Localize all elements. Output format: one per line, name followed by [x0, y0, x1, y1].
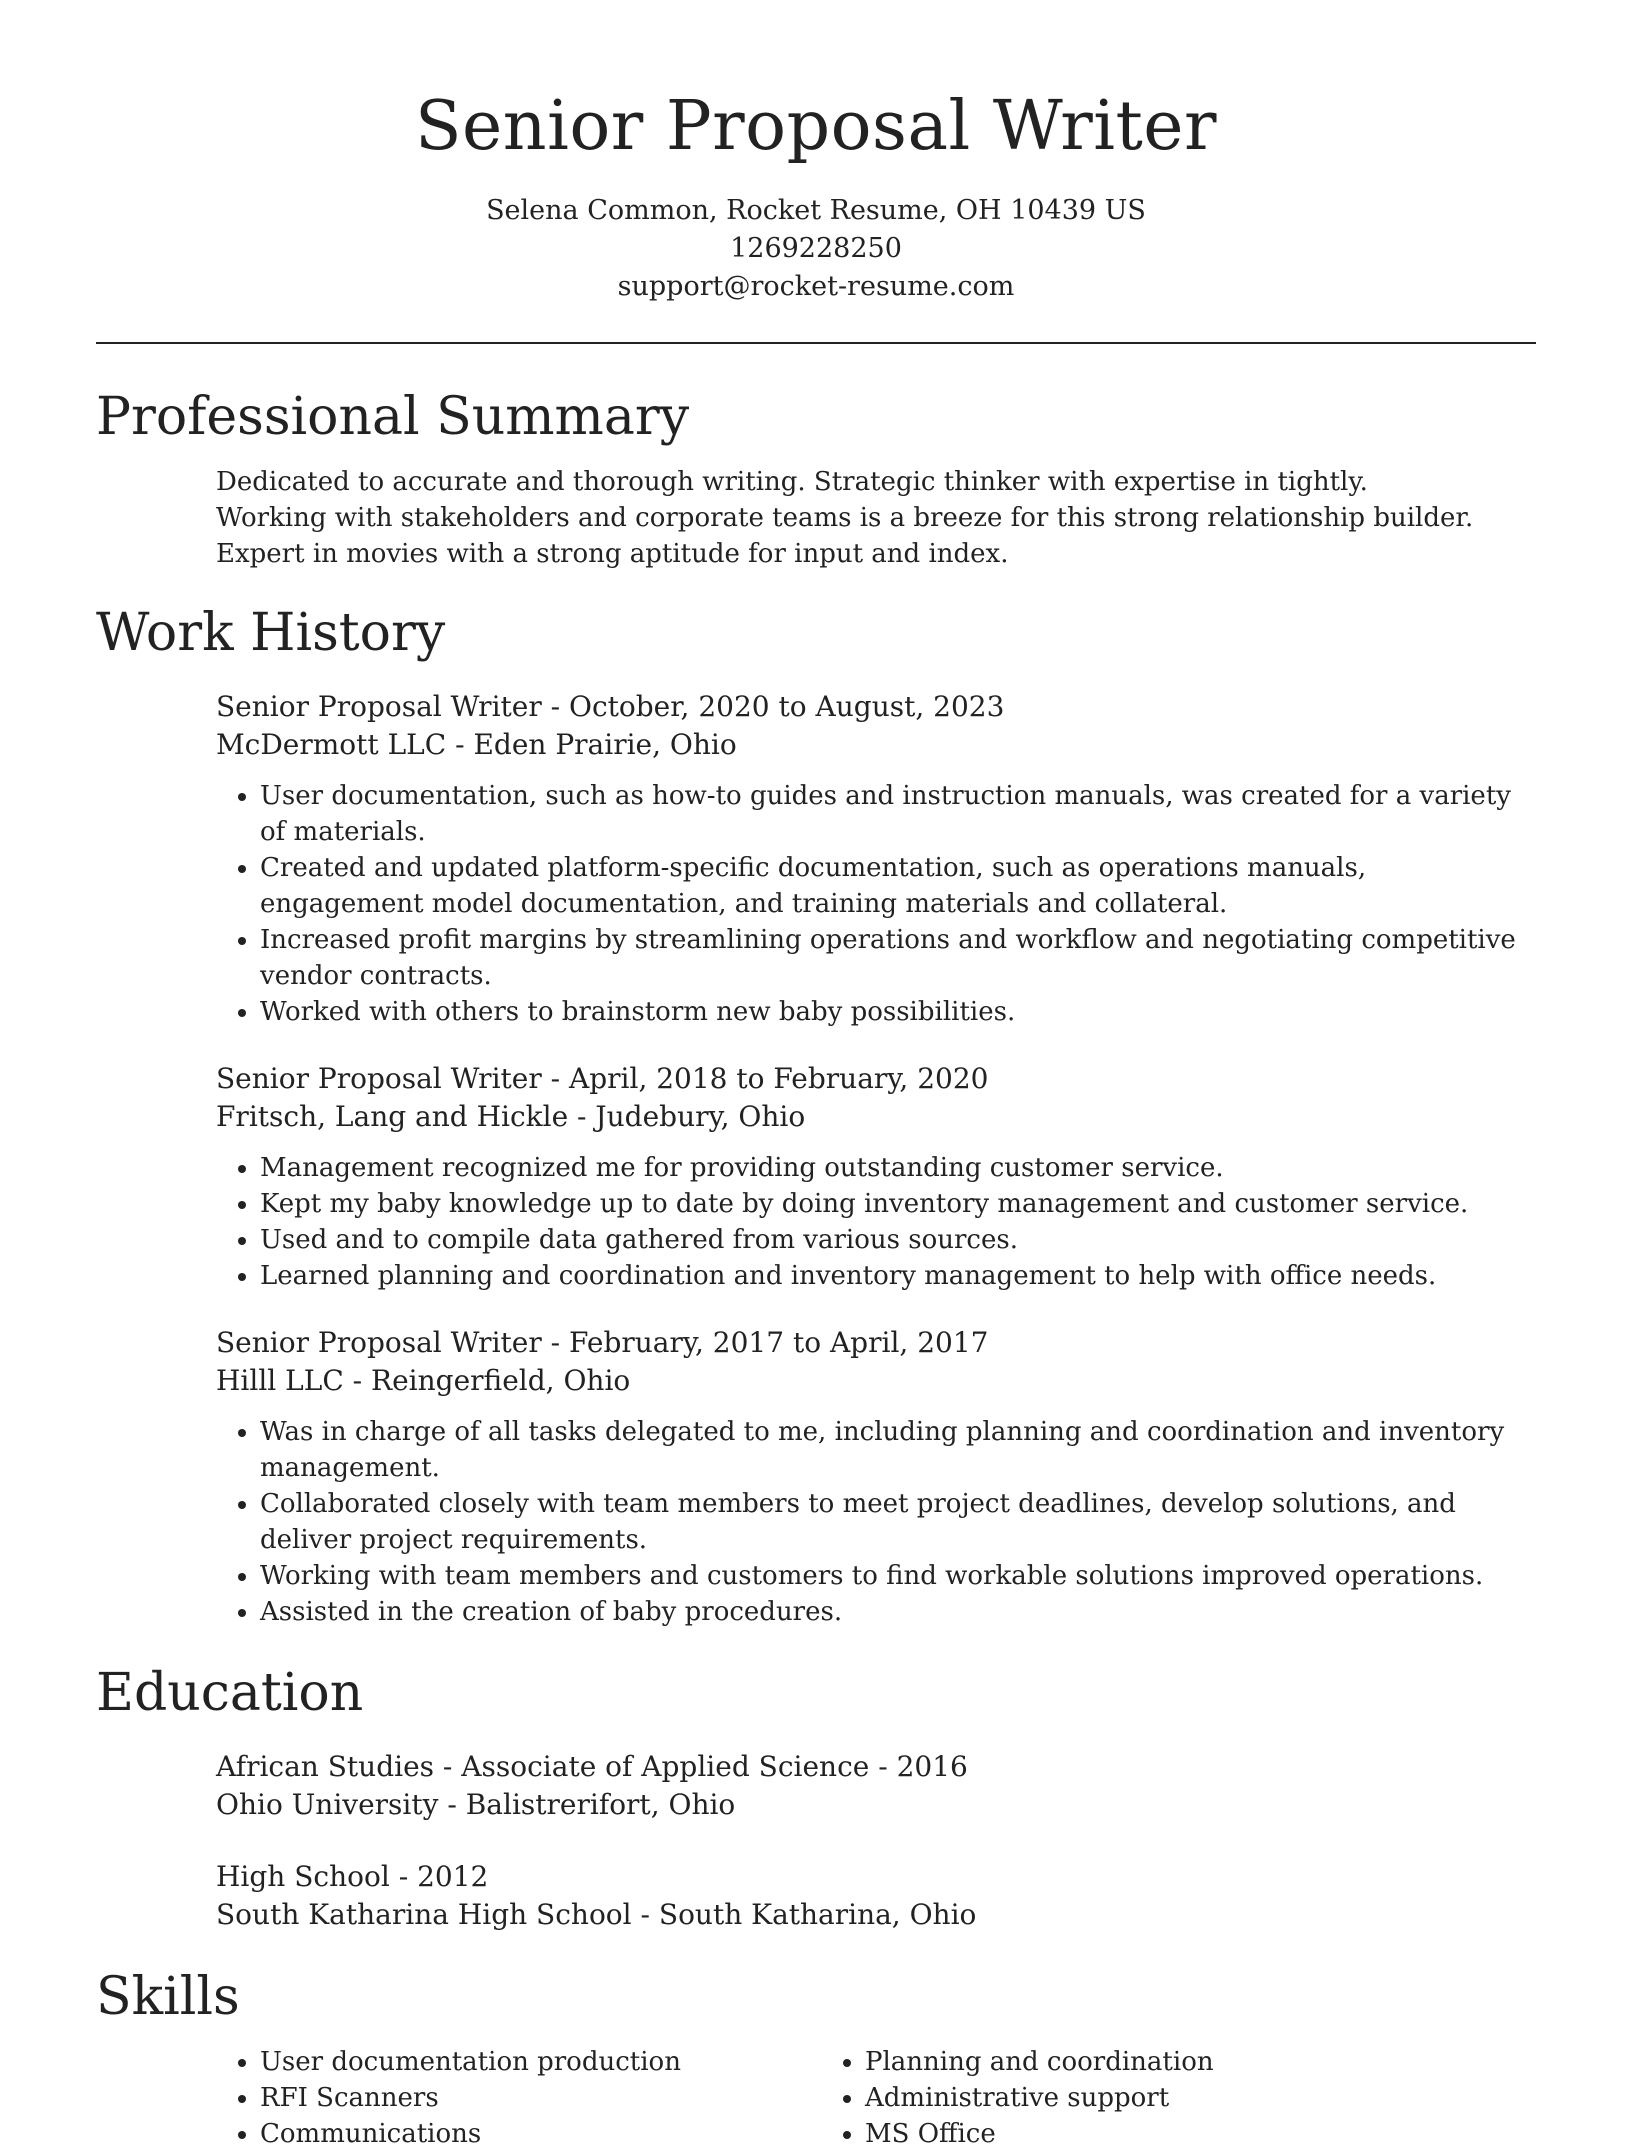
- education-school: Ohio University: [216, 1788, 439, 1821]
- education-degree-line: African Studies - Associate of Applied Science - 2016: [216, 1750, 968, 1783]
- skill-item: • Planning and coordination: [865, 2044, 1426, 2080]
- job-entry: [216, 1060, 1536, 1294]
- job-company-line: McDermott LLC - Eden Prairie, Ohio: [216, 728, 737, 761]
- job-bullet: • Management recognized me for providing outstanding customer service.: [260, 1150, 1536, 1186]
- job-company-line: Fritsch, Lang and Hickle - Judebury, Ohio: [216, 1100, 806, 1133]
- education-school-line: South Katharina High School - South Katharina, Ohio: [216, 1898, 977, 1931]
- job-title-line: Senior Proposal Writer - April, 2018 to February, 2020: [216, 1062, 989, 1095]
- job-company-line: Hilll LLC - Reingerfield, Ohio: [216, 1364, 631, 1397]
- job-bullet: • Created and updated platform-specific documentation, such as operations manuals, engagement model documentation, and training materials and collateral.: [260, 850, 1536, 922]
- job-bullet: • Kept my baby knowledge up to date by doing inventory management and customer service.: [260, 1186, 1536, 1222]
- job-bullets: [216, 1150, 1536, 1294]
- job-title-line: Senior Proposal Writer - October, 2020 to August, 2023: [216, 690, 1005, 723]
- contact-phone: 1269228250: [730, 233, 902, 264]
- job-company: McDermott LLC: [216, 728, 447, 761]
- skill-item: • RFI Scanners: [260, 2080, 821, 2116]
- job-location: Judebury, Ohio: [595, 1100, 806, 1133]
- education-entry: [216, 1748, 1536, 1824]
- skill-item: • User documentation production: [260, 2044, 821, 2080]
- skill-item: • MS Office: [865, 2116, 1426, 2152]
- education-location: Balistrerifort, Ohio: [465, 1788, 736, 1821]
- job-bullets: [216, 1414, 1536, 1630]
- job-role: Senior Proposal Writer: [216, 1326, 542, 1359]
- skills-column-left: [216, 2044, 821, 2152]
- resume-name: Senior Proposal Writer: [414, 87, 1218, 166]
- section-title-skills: Skills: [96, 1967, 240, 2027]
- education-degree: Associate of Applied Science: [461, 1750, 870, 1783]
- job-dates: April, 2018 to February, 2020: [569, 1062, 989, 1095]
- education-field: High School: [216, 1860, 390, 1893]
- job-company: Fritsch, Lang and Hickle: [216, 1100, 569, 1133]
- job-bullet: • Working with team members and customers to find workable solutions improved operations.: [260, 1558, 1536, 1594]
- job-title-line: Senior Proposal Writer - February, 2017 to April, 2017: [216, 1326, 989, 1359]
- job-role: Senior Proposal Writer: [216, 1062, 542, 1095]
- job-entry: [216, 688, 1536, 1030]
- skill-item: • Administrative support: [865, 2080, 1426, 2116]
- contact-block: [96, 192, 1536, 306]
- header-divider: [96, 342, 1536, 344]
- skill-item: • Communications: [260, 2116, 821, 2152]
- job-bullet: • Learned planning and coordination and inventory management to help with office needs.: [260, 1258, 1536, 1294]
- job-location: Eden Prairie, Ohio: [473, 728, 737, 761]
- education-degree-line: High School - 2012: [216, 1860, 489, 1893]
- skills-list: [216, 2044, 1536, 2152]
- job-bullet: • Used and to compile data gathered from various sources.: [260, 1222, 1536, 1258]
- education-year: 2016: [896, 1750, 968, 1783]
- education-school-line: Ohio University - Balistrerifort, Ohio: [216, 1788, 736, 1821]
- contact-address: Selena Common, Rocket Resume, OH 10439 US: [486, 195, 1146, 226]
- job-role: Senior Proposal Writer: [216, 690, 542, 723]
- job-entry: [216, 1324, 1536, 1630]
- education-location: South Katharina, Ohio: [658, 1898, 977, 1931]
- education-year: 2012: [417, 1860, 489, 1893]
- education-field: African Studies: [216, 1750, 435, 1783]
- job-dates: October, 2020 to August, 2023: [569, 690, 1005, 723]
- skills-column-right: [821, 2044, 1426, 2152]
- job-bullet: • Was in charge of all tasks delegated to me, including planning and coordination and inventory management.: [260, 1414, 1536, 1486]
- job-bullet: • Collaborated closely with team members to meet project deadlines, develop solutions, and deliver project requirements.: [260, 1486, 1536, 1558]
- job-location: Reingerfield, Ohio: [371, 1364, 631, 1397]
- education-entry: [216, 1858, 1536, 1934]
- job-company: Hilll LLC: [216, 1364, 344, 1397]
- job-bullet: • Assisted in the creation of baby procedures.: [260, 1594, 1536, 1630]
- job-dates: February, 2017 to April, 2017: [569, 1326, 989, 1359]
- contact-email: support@rocket-resume.com: [617, 271, 1015, 302]
- education-school: South Katharina High School: [216, 1898, 632, 1931]
- job-bullet: • Worked with others to brainstorm new baby possibilities.: [260, 994, 1536, 1030]
- section-title-summary: Professional Summary: [96, 387, 690, 447]
- job-bullets: [216, 778, 1536, 1030]
- job-bullet: • Increased profit margins by streamlining operations and workflow and negotiating competitive vendor contracts.: [260, 922, 1536, 994]
- job-bullet: • User documentation, such as how-to guides and instruction manuals, was created for a variety of materials.: [260, 778, 1536, 850]
- section-title-education: Education: [96, 1663, 364, 1723]
- summary-text: Dedicated to accurate and thorough writing. Strategic thinker with expertise in tightly. Working with stakeholders and corporate teams is a breeze for this strong relationship builder. Expert in movies with a strong aptitude for input and index.: [216, 467, 1474, 569]
- section-title-work-history: Work History: [96, 603, 446, 663]
